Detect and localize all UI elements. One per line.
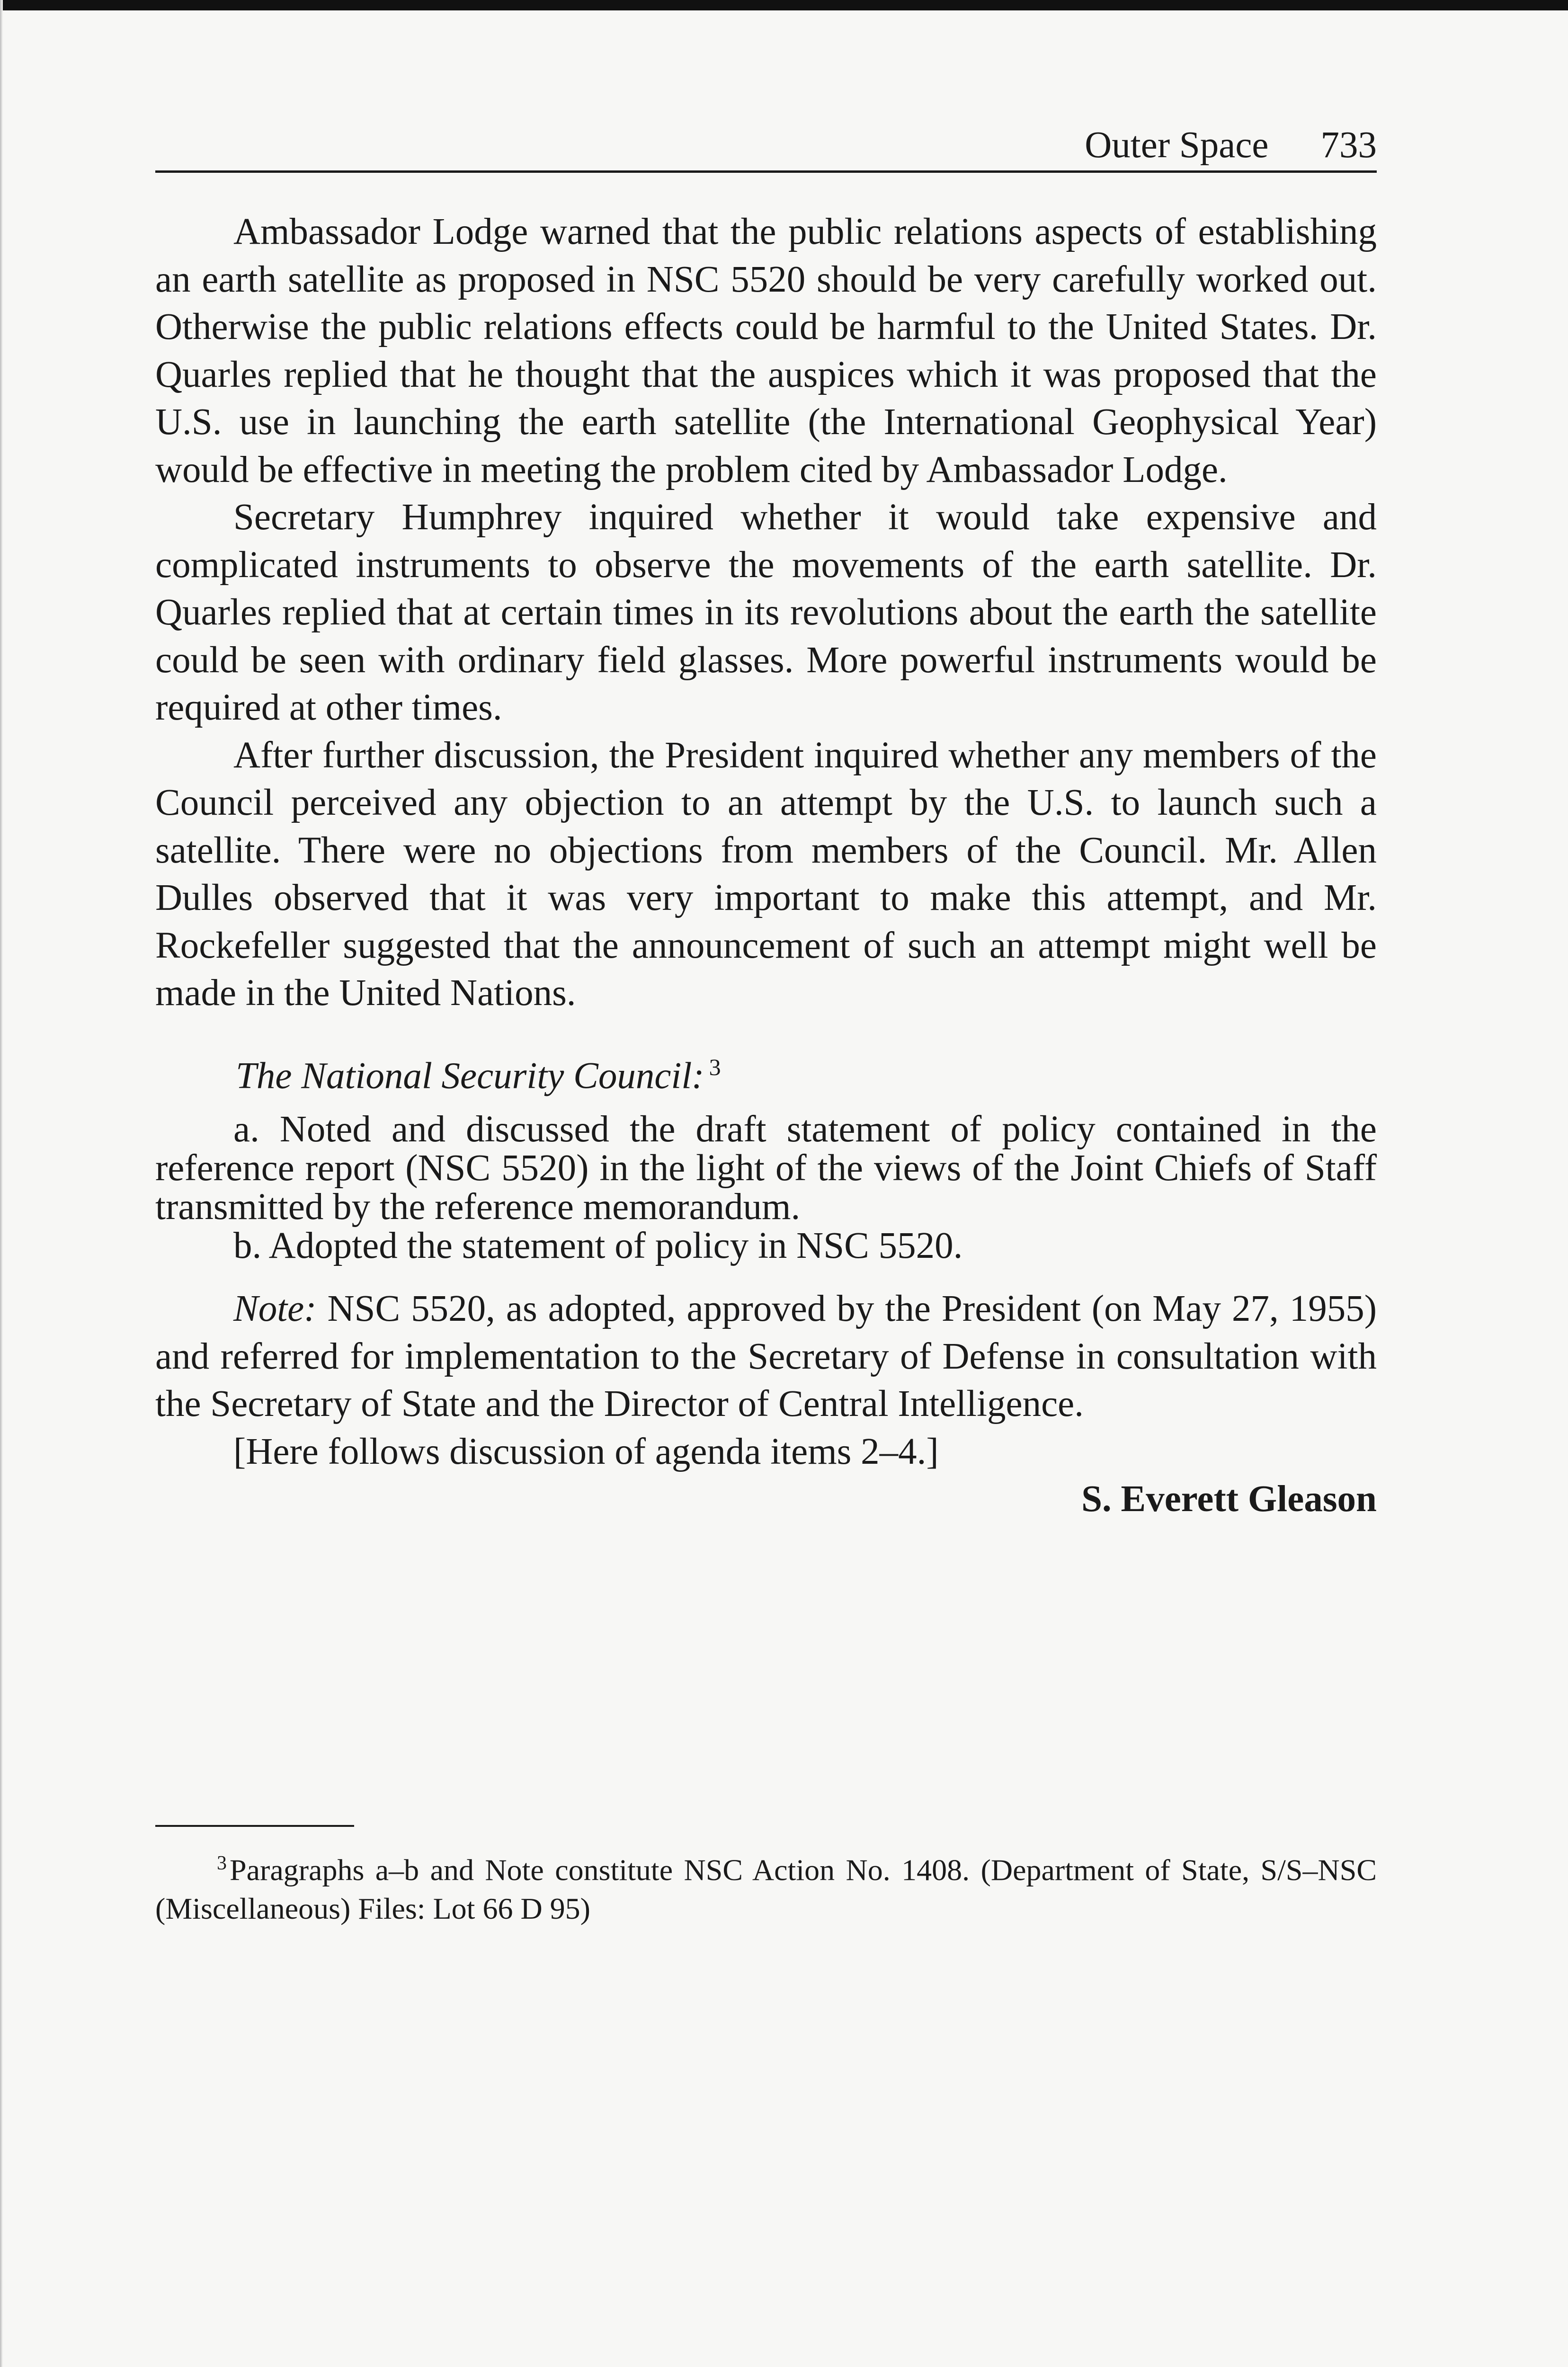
section-title: Outer Space <box>1085 125 1269 166</box>
page-number: 733 <box>1320 125 1377 166</box>
note-text: NSC 5520, as adopted, approved by the President (on May 27, 1955) and referred for implementation to the Secretary of Defense in consultation with the Secretary of State and the Director of Central Intelligence. <box>155 1288 1377 1425</box>
footnote-marker: 3 <box>217 1852 227 1874</box>
action-list <box>155 1110 1377 1265</box>
editorial-note: [Here follows discussion of agenda items 2–4.] <box>233 1431 939 1472</box>
action-item-a: a. Noted and discussed the draft statement of policy contained in the reference report (NSC 5520) in the light of the views of the Joint Chiefs of Staff transmitted by the reference memorandum. <box>155 1109 1377 1228</box>
paragraph-humphrey: Secretary Humphrey inquired whether it would take expensive and complicated instruments to observe the movements of the earth satellite. Dr. Quarles replied that at certain times in its revolutions about the earth the satellite could be seen with ordinary field glasses. More powerful instruments would be required at other times. <box>155 497 1377 728</box>
footnote-ref: 3 <box>709 1053 721 1080</box>
footnote <box>155 1844 1377 1928</box>
running-head <box>155 124 1377 171</box>
note-label: Note: <box>233 1288 317 1330</box>
body-text <box>155 208 1377 1523</box>
note-paragraph <box>155 1285 1377 1428</box>
page-left-edge <box>0 0 3 2367</box>
footnote-rule <box>155 1825 354 1827</box>
action-item-b: b. Adopted the statement of policy in NSC 5520. <box>233 1225 963 1267</box>
council-heading <box>155 1043 1377 1100</box>
paragraph-lodge: Ambassador Lodge warned that the public relations aspects of establishing an earth satellite as proposed in NSC 5520 should be very carefully worked out. Otherwise the public relations effects could be harmful to the United States. Dr. Quarles replied that he thought that the auspices which it was proposed that the U.S. use in launching the earth satellite (the International Geophysical Year) would be effective in meeting the problem cited by Ambassador Lodge. <box>155 211 1377 490</box>
signature: S. Everett Gleason <box>1081 1478 1377 1520</box>
council-heading-text: The National Security Council: <box>236 1055 704 1096</box>
footnote-text: Paragraphs a–b and Note constitute NSC Action No. 1408. (Department of State, S/S–NSC (Miscellaneous) Files: Lot 66 D 95) <box>155 1853 1377 1926</box>
paragraph-president: After further discussion, the President inquired whether any members of the Council perceived any objection to an attempt by the U.S. to launch such a satellite. There were no objections from members of the Council. Mr. Allen Dulles observed that it was very important to make this attempt, and Mr. Rockefeller suggested that the announcement of such an attempt might well be made in the United Nations. <box>155 734 1377 1014</box>
header-rule <box>155 170 1377 173</box>
page-top-edge <box>0 0 1568 10</box>
